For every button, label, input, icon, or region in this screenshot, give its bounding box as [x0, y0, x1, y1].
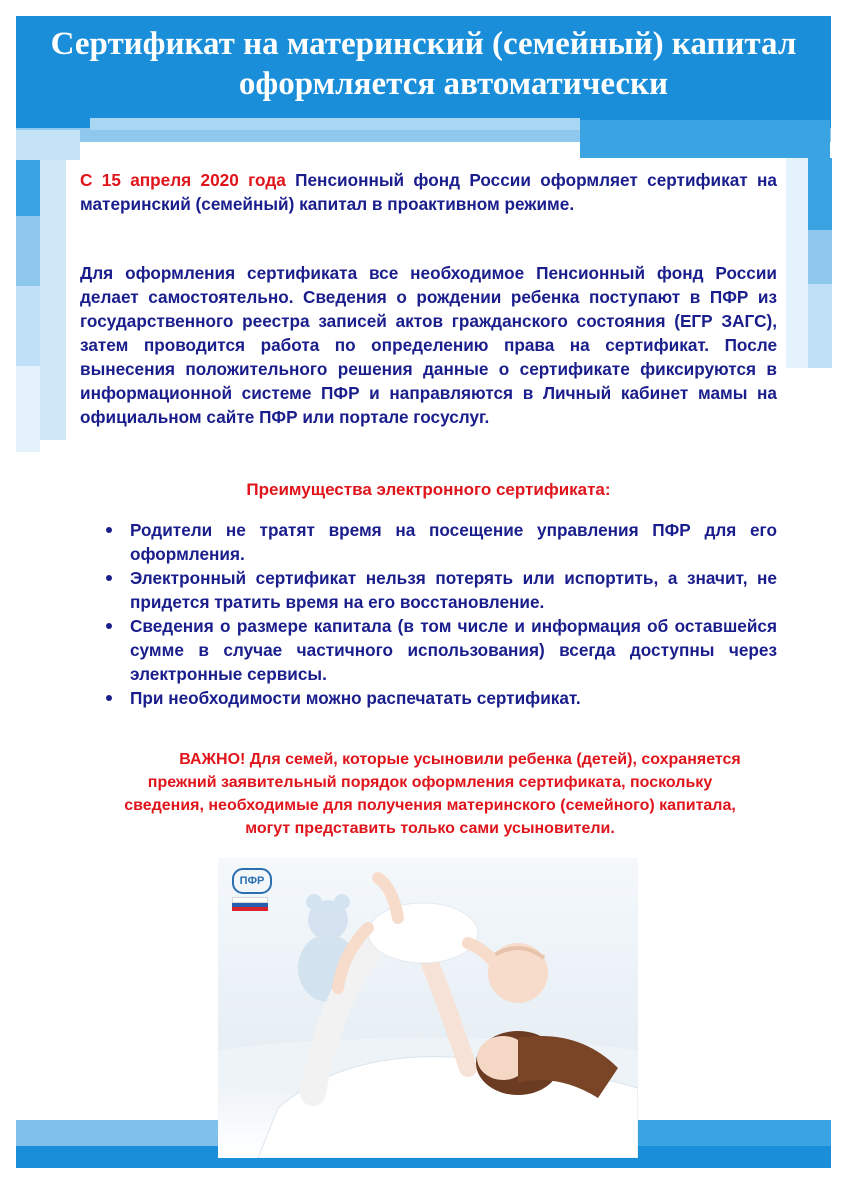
important-line-4: могут представить только сами усыновители.: [245, 820, 615, 837]
process-paragraph: Для оформления сертификата все необходимое Пенсионный фонд России делает самостоятельно. Сведения о рождении ребенка поступают в ПФР из государственного реестра записей актов гражданского состояния (ЕГР ЗАГС), затем проводится работа по определению права на сертификат. После вынесения положительного решения данные о сертификате фиксируются в информационной системе ПФР и направляются в Личный кабинет мамы на официальном сайте ПФР или портале госуслуг.: [80, 263, 777, 427]
right-deco-4: [808, 284, 832, 368]
list-item-text: Электронный сертификат нельзя потерять или испортить, а значит, не придется тратить время на его восстановление.: [130, 568, 777, 612]
title-line-2: оформляется автоматически: [238, 66, 669, 102]
bullet-icon: [106, 623, 112, 629]
bullet-icon: [106, 527, 112, 533]
header-white-gap: [90, 118, 580, 130]
list-item: [80, 686, 777, 710]
left-deco-4: [16, 286, 40, 366]
pfr-logo-flag: [232, 897, 268, 911]
advantages-heading: Преимущества электронного сертификата:: [246, 480, 611, 499]
left-deco-2: [40, 160, 66, 440]
list-item: [80, 518, 777, 566]
important-line-3: сведения, необходимые для получения материнского (семейного) капитала,: [124, 797, 736, 814]
right-deco-3: [808, 230, 832, 284]
header-side-block-light: [16, 130, 80, 160]
page-title: [16, 24, 831, 104]
list-item: [80, 614, 777, 686]
intro-text: Пенсионный фонд России оформляет сертификат на материнский (семейный) капитал в проактивном режиме.: [80, 170, 777, 214]
pfr-logo-icon: ПФР: [232, 868, 272, 894]
advantages-list: [80, 518, 777, 710]
left-deco-3: [16, 216, 40, 286]
pfr-logo: [232, 868, 272, 910]
intro-date: С 15 апреля 2020 года: [80, 170, 286, 190]
title-line-1: Сертификат на материнский (семейный) капитал: [50, 26, 797, 62]
footer-accent-right: [636, 1120, 831, 1146]
bullet-icon: [106, 575, 112, 581]
list-item-text: Сведения о размере капитала (в том числе и информация об оставшейся сумме в случае частичного использования) всегда доступны через электронные сервисы.: [130, 616, 777, 684]
left-deco-5: [16, 366, 40, 452]
intro-paragraph: [80, 168, 777, 216]
list-item-text: Родители не тратят время на посещение управления ПФР для его оформления.: [130, 520, 777, 564]
important-note: [60, 748, 800, 840]
list-item-text: При необходимости можно распечатать сертификат.: [130, 688, 581, 708]
list-item: [80, 566, 777, 614]
important-line-2: прежний заявительный порядок оформления сертификата, поскольку: [147, 774, 713, 791]
right-deco-1: [786, 158, 808, 368]
mother-baby-photo: [218, 858, 638, 1158]
bullet-icon: [106, 695, 112, 701]
important-line-1: ВАЖНО! Для семей, которые усыновили ребенка (детей), сохраняется: [179, 751, 741, 768]
header-side-block: [580, 120, 830, 158]
mother-baby-illustration: [218, 858, 638, 1158]
left-deco-1: [16, 160, 40, 216]
right-deco-2: [808, 158, 832, 230]
